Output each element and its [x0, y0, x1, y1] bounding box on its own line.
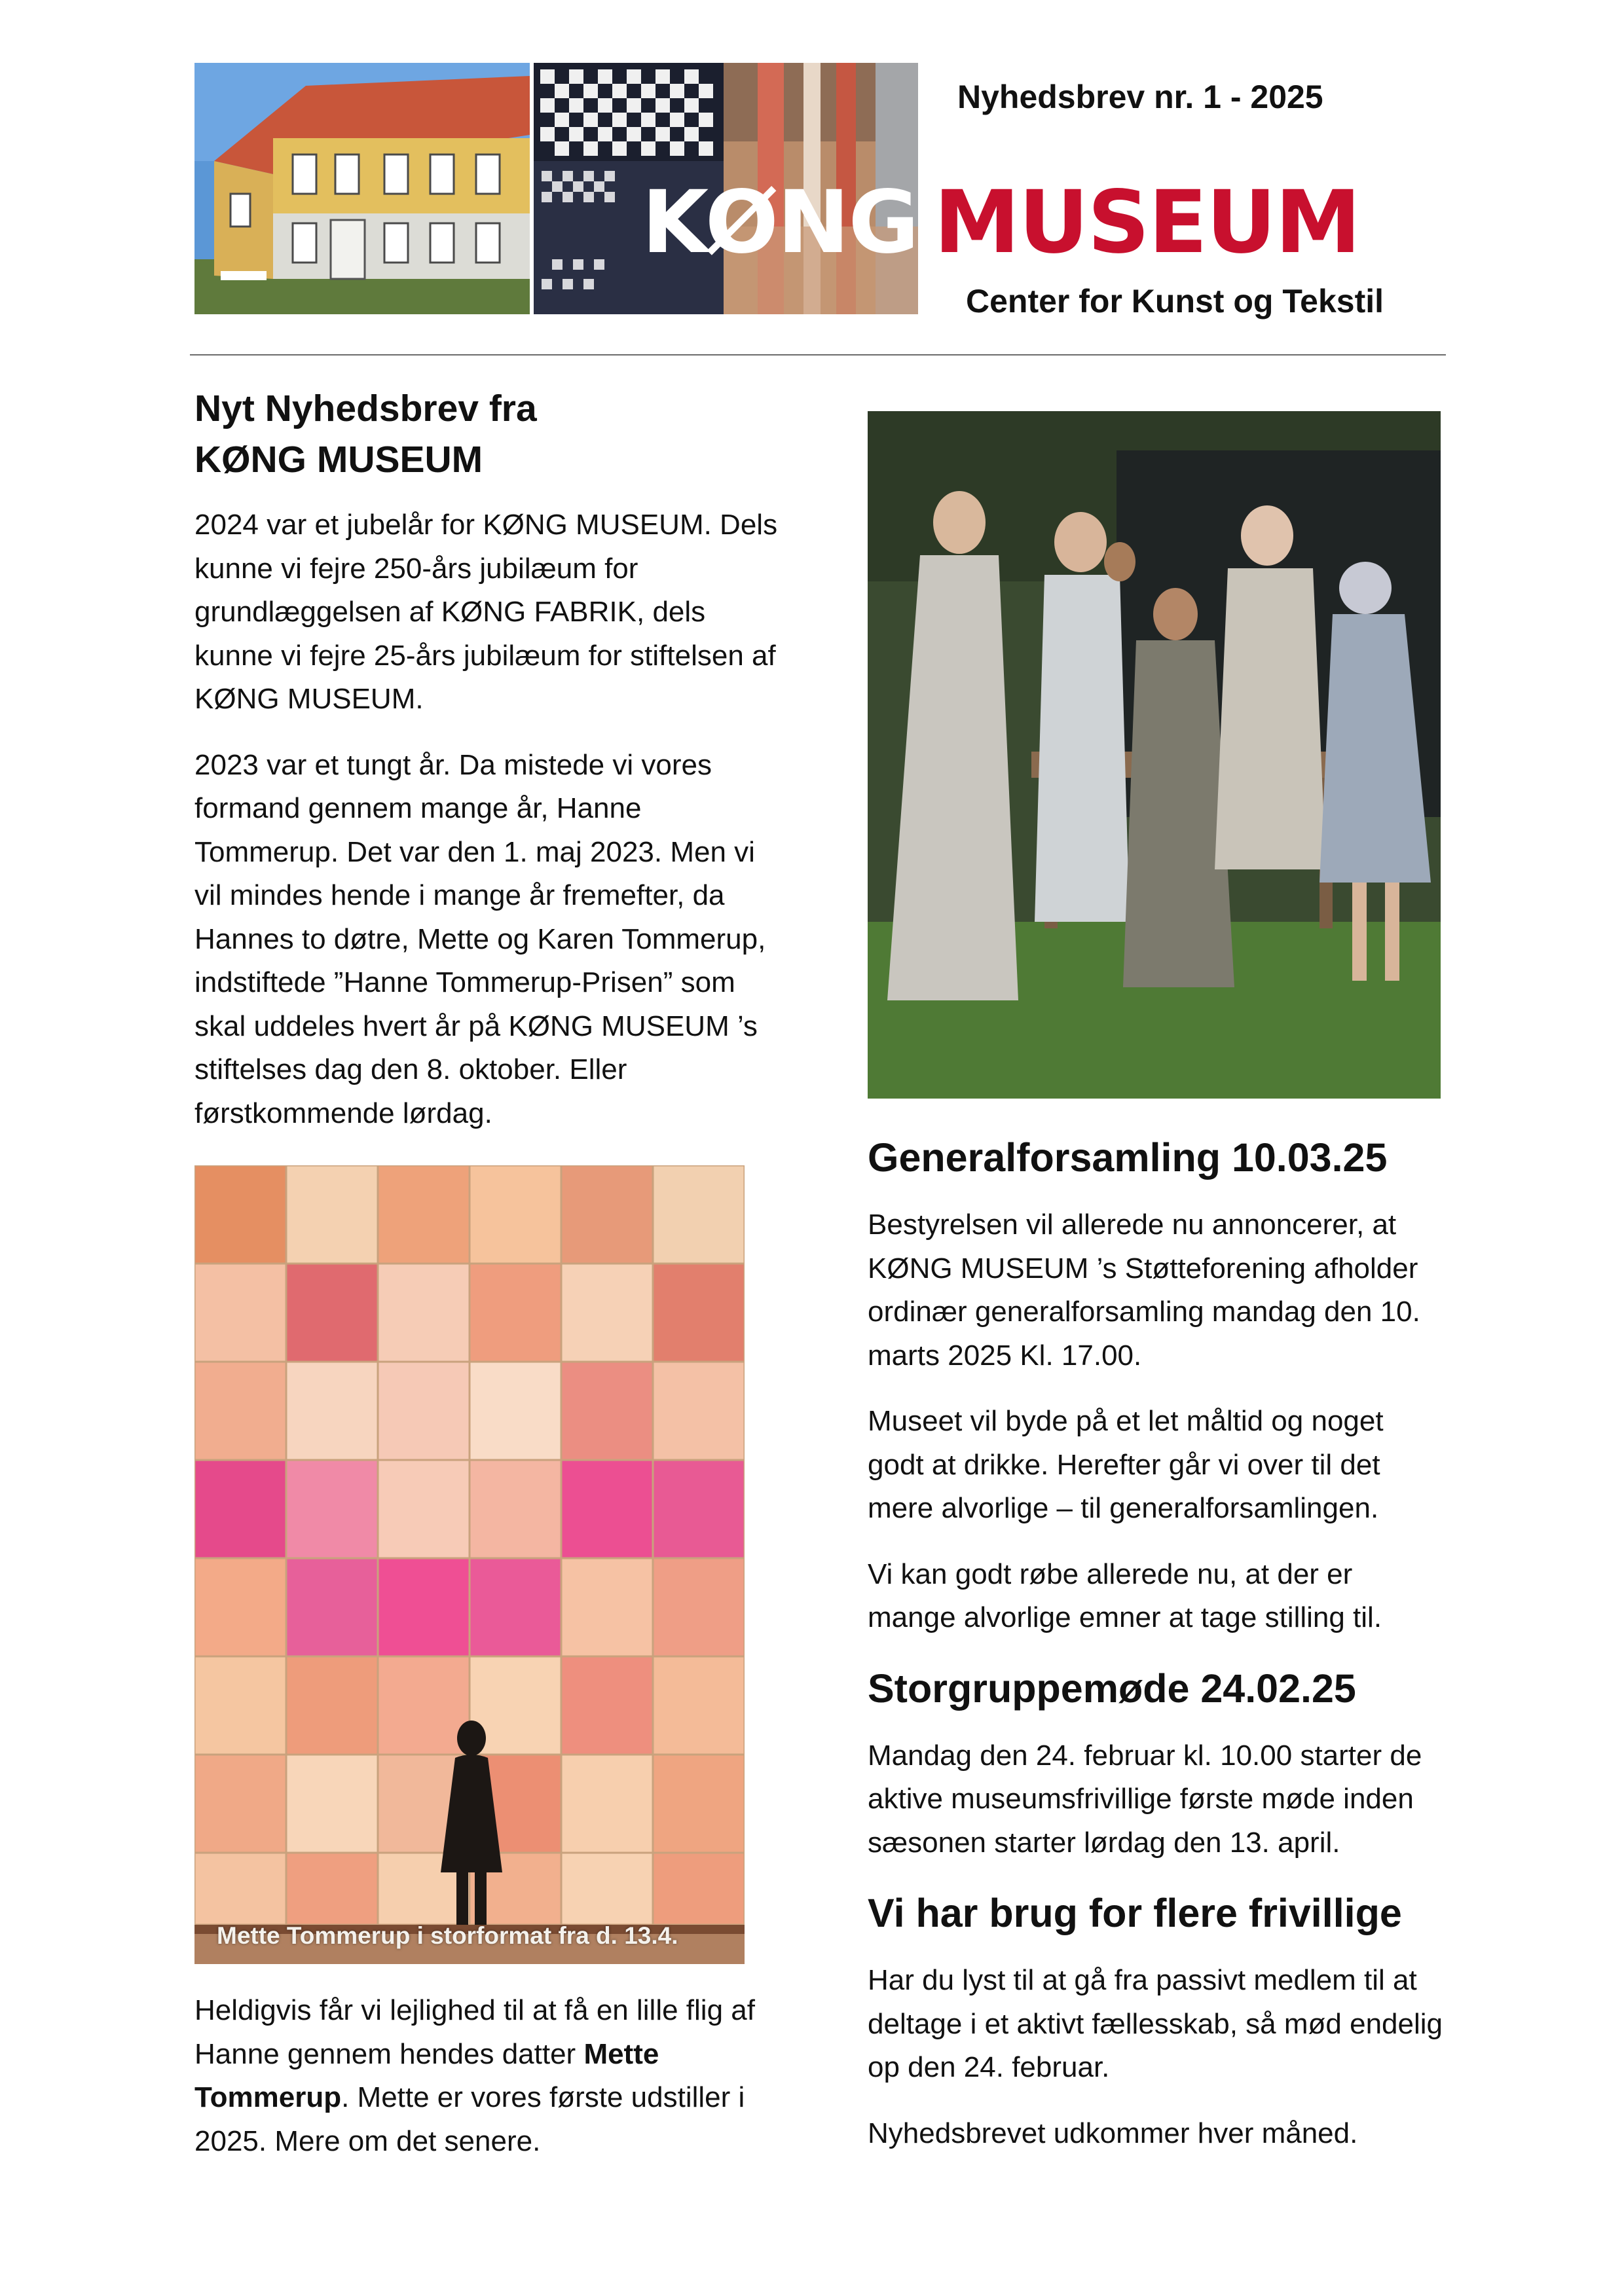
image-caption: Mette Tommerup i storformat fra d. 13.4. [217, 1922, 678, 1949]
paragraph3-text-before: Heldigvis får vi lejlighed til at få en lille flig af Hanne gennem hendes datter [194, 1994, 755, 2070]
general-assembly-heading: Generalforsamling 10.03.25 [868, 1135, 1388, 1180]
intro-heading-line1: Nyt Nyhedsbrev fra [194, 388, 537, 429]
museum-building-image [194, 63, 530, 314]
intro-heading [194, 383, 784, 485]
newsletter-frequency-note: Nyhedsbrevet udkommer hver måned. [868, 2117, 1358, 2149]
intro-heading-line2: KØNG MUSEUM [194, 439, 483, 481]
right-column [868, 411, 1444, 2178]
tagline: Center for Kunst og Tekstil [966, 283, 1384, 319]
issue-label: Nyhedsbrev nr. 1 - 2025 [957, 79, 1323, 115]
intro-paragraph-1: 2024 var et jubelår for KØNG MUSEUM. Dels kunne vi fejre 250-års jubilæum for grundlæggelsen af KØNG FABRIK, dels kunne vi fejre 25-års jubilæum for stiftelsen af KØNG MUSEUM. [194, 509, 778, 715]
intro-paragraph-2: 2023 var et tungt år. Da mistede vi vores formand gennem mange år, Hanne Tommerup. Det var den 1. maj 2023. Men vi vil mindes hende i mange år fremefter, da Hannes to døtre, Mette og Karen Tommerup, indstiftede ”Hanne Tommerup-Prisen” som skal uddeles hvert år på KØNG MUSEUM ’s stiftelses dag den 8. oktober. Eller førstkommende lørdag. [194, 748, 766, 1129]
intro-paragraph-3 [194, 1989, 784, 2163]
wordmark-museum: MUSEUM [934, 172, 1360, 273]
header-divider [190, 354, 1446, 355]
general-assembly-paragraph-1: Bestyrelsen vil allerede nu annoncerer, at KØNG MUSEUM ’s Støtteforening afholder ordinær generalforsamling mandag den 10. marts 2025 Kl. 17.00. [868, 1209, 1420, 1372]
wordmark-kong: KØNG [642, 172, 918, 273]
paragraph3-bold-name: Mette Tommerup [194, 2037, 659, 2113]
general-assembly-paragraph-2: Museet vil byde på et let måltid og noget godt at drikke. Herefter går vi over til det mere alvorlige – til generalforsamlingen. [868, 1405, 1384, 1524]
group-meeting-heading: Storgruppemøde 24.02.25 [868, 1666, 1356, 1711]
volunteers-heading: Vi har brug for flere frivillige [868, 1891, 1402, 1935]
volunteers-paragraph-1: Har du lyst til at gå fra passivt medlem til at deltage i et aktivt fællesskab, så mød endelig op den 24. februar. [868, 1964, 1443, 2083]
museum-wordmark [642, 173, 1359, 272]
general-assembly-paragraph-3: Vi kan godt røbe allerede nu, at der er mange alvorlige emner at tage stilling til. [868, 1558, 1382, 1633]
group-meeting-paragraph: Mandag den 24. februar kl. 10.00 starter de aktive museumsfrivillige første møde inden sæsonen starter lørdag den 13. april. [868, 1739, 1422, 1859]
paragraph3-text-after: . Mette er vores første udstiller i 2025. Mere om det senere. [194, 2081, 745, 2157]
textile-artwork-photo [194, 1165, 745, 1964]
wool-workshop-photo [868, 411, 1441, 1099]
left-column [194, 383, 784, 2185]
